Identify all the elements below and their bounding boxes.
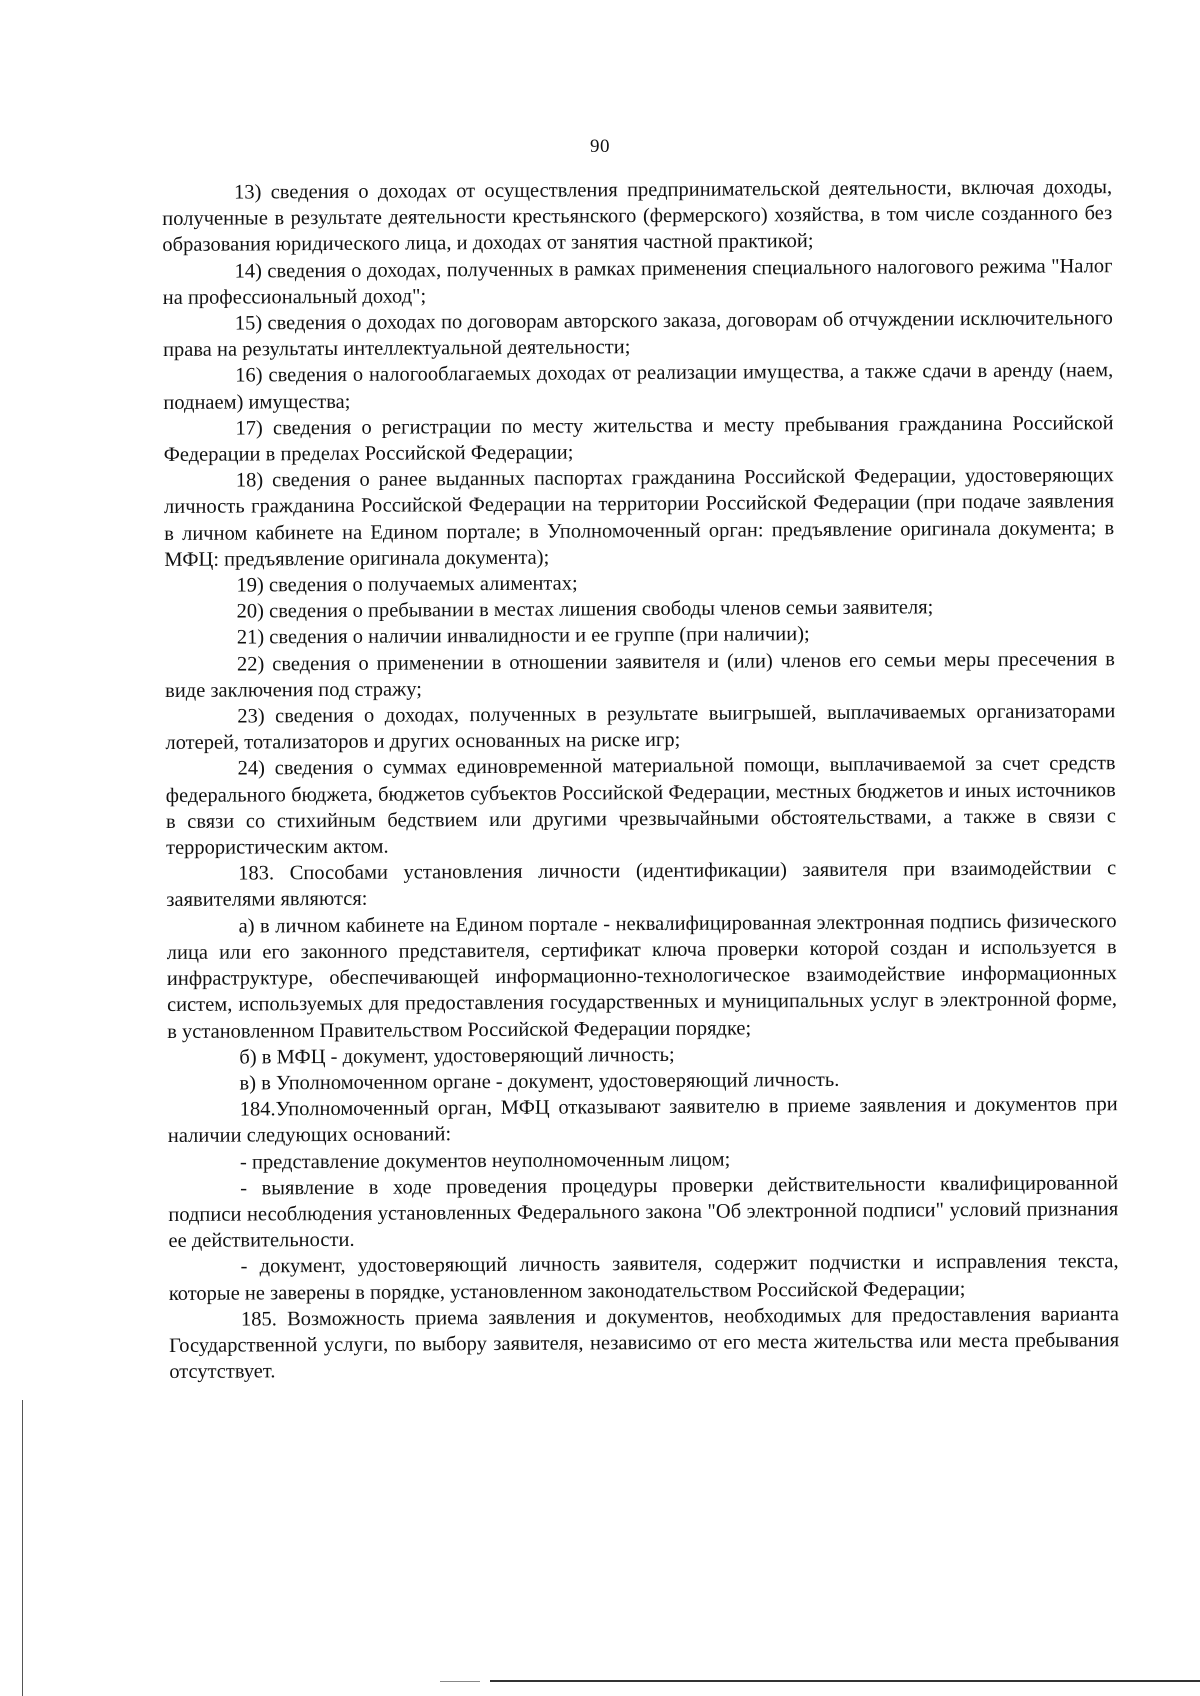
paragraph-item-16: 16) сведения о налогооблагаемых доходах от реализации имущества, а также сдачи в аренду (наем, поднаем) имущества; (163, 359, 1114, 414)
paragraph-item-20: 20) сведения о пребывании в местах лишения свободы членов семьи заявителя; (236, 596, 934, 623)
scan-bottom-edge-line (490, 1680, 1200, 1682)
paragraph-clause-185: 185. Возможность приема заявления и документов, необходимых для предоставления варианта Государственной услуги, по выбору заявителя, независимо от его места жительства или места пребывания отсутствует. (169, 1302, 1120, 1384)
document-body (162, 174, 1119, 1385)
paragraph-item-17: 17) сведения о регистрации по месту жительства и месту пребывания гражданина Российской Федерации в пределах Российской Федерации; (163, 412, 1114, 467)
paragraph-clause-183-v: в) в Уполномоченном органе - документ, удостоверяющий личность. (239, 1068, 840, 1095)
paragraph-item-14: 14) сведения о доходах, полученных в рамках применения специального налогового режима "Налог на профессиональный доход"; (162, 254, 1113, 309)
paragraph-clause-183-b: б) в МФЦ - документ, удостоверяющий личность; (239, 1043, 675, 1069)
paragraph-item-23: 23) сведения о доходах, полученных в результате выигрышей, выплачиваемых организаторами лотерей, тотализаторов и других основанных на риске игр; (165, 700, 1116, 755)
page-number: 90 (590, 136, 610, 157)
paragraph-item-18: 18) сведения о ранее выданных паспортах гражданина Российской Федерации, удостоверяющих личность гражданина Российской Федерации на территории Российской Федерации (при подаче заявления в личном кабинете на Едином портале; в Уполномоченный орган: предъявление оригинала документа; в МФЦ: предъявление оригинала документа); (163, 464, 1115, 571)
paragraph-clause-184-ground-3: - документ, удостоверяющий личность заявителя, содержит подчистки и исправления текста, которые не заверены в порядке, установленном законодательством Российской Федерации; (168, 1250, 1119, 1305)
paragraph-clause-183-a: а) в личном кабинете на Едином портале - неквалифицированная электронная подпись физического лица или его законного представителя, сертификат ключа проверки которой создан и используется в инфраструктуре, обеспечивающей информационно-технологическое взаимодействие информационных систем, используемых для предоставления государственных и муниципальных услуг в электронной форме, в установленном Правительством Российской Федерации порядке; (166, 909, 1118, 1043)
scan-bottom-edge-dash (440, 1681, 480, 1682)
paragraph-clause-184: 184.Уполномоченный орган, МФЦ отказывают заявителю в приеме заявления и документов при наличии следующих оснований: (167, 1093, 1118, 1148)
paragraph-clause-184-ground-2: - выявление в ходе проведения процедуры проверки действительности квалифицированной подписи несоблюдения установленных Федерального закона "Об электронной подписи" условий признания ее действительности. (168, 1171, 1119, 1253)
paragraph-item-24: 24) сведения о суммах единовременной материальной помощи, выплачиваемой за счет средств федерального бюджета, бюджетов субъектов Российской Федерации, местных бюджетов и иных источников в связи со стихийным бедствием или другими чрезвычайными обстоятельствами, а также в связи с террористическим актом. (165, 752, 1116, 860)
paragraph-item-13: 13) сведения о доходах от осуществления предпринимательской деятельности, включая доходы, полученные в результате деятельности крестьянского (фермерского) хозяйства, в том числе созданного без образования юридического лица, и доходах от занятия частной практикой; (162, 176, 1113, 257)
scan-left-edge-line (22, 1400, 23, 1696)
paragraph-item-22: 22) сведения о применении в отношении заявителя и (или) членов его семьи меры пресечения в виде заключения под стражу; (165, 647, 1116, 702)
paragraph-item-15: 15) сведения о доходах по договорам авторского заказа, договорам об отчуждении исключительного права на результаты интеллектуальной деятельности; (162, 307, 1113, 362)
paragraph-clause-183: 183. Способами установления личности (идентификации) заявителя при взаимодействии с заявителями являются: (166, 857, 1117, 912)
paragraph-item-21: 21) сведения о наличии инвалидности и ее группе (при наличии); (236, 623, 810, 650)
paragraph-clause-184-ground-1: - представление документов неуполномоченным лицом; (239, 1148, 731, 1174)
paragraph-item-19: 19) сведения о получаемых алиментах; (236, 572, 578, 597)
